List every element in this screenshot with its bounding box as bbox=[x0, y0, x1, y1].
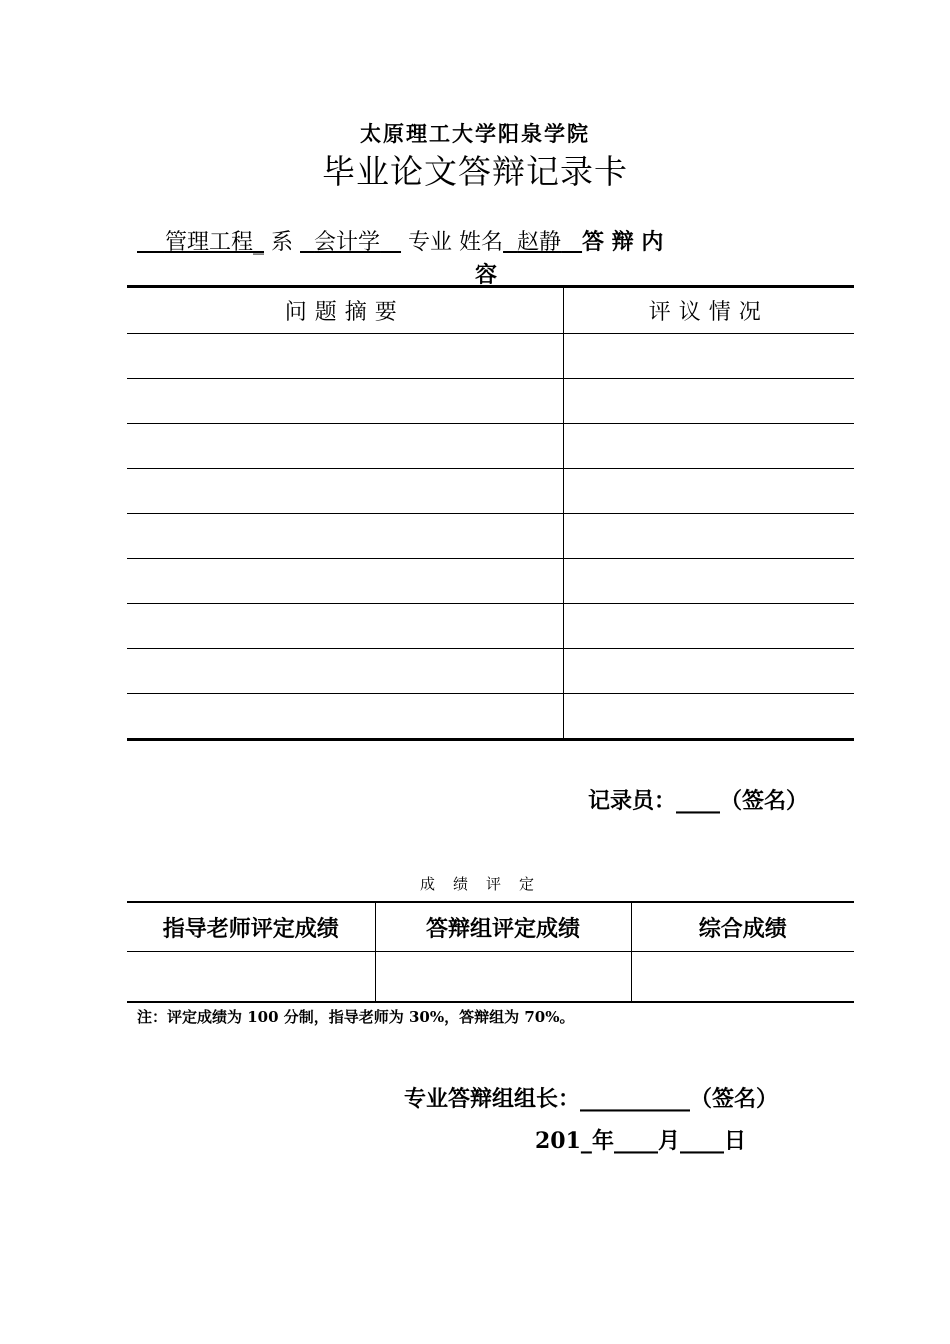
qa-cell[interactable] bbox=[563, 469, 854, 514]
recorder-label: 记录员： bbox=[588, 788, 677, 814]
qa-cell[interactable] bbox=[563, 559, 854, 604]
major-pre-blank bbox=[300, 230, 314, 255]
qa-cell[interactable] bbox=[127, 514, 563, 559]
overall-grade-header: 综合成绩 bbox=[631, 902, 854, 952]
qa-header-summary: 问题摘要 bbox=[127, 287, 563, 334]
name-post-blank bbox=[561, 230, 582, 255]
qa-row bbox=[127, 334, 854, 379]
year-label: 年 bbox=[591, 1128, 614, 1154]
department-value: 管理工程 bbox=[164, 230, 253, 255]
grade-table bbox=[127, 901, 854, 1003]
leader-label: 专业答辩组组长： bbox=[404, 1086, 581, 1112]
leader-signature-line bbox=[404, 1082, 778, 1113]
grade-section-title: 成绩评定 bbox=[419, 875, 552, 893]
qa-row bbox=[127, 514, 854, 559]
defense-content-label-wrap: 容 bbox=[474, 262, 497, 288]
month-label: 月 bbox=[657, 1128, 680, 1154]
school-name: 太原理工大学阳泉学院 bbox=[360, 121, 590, 146]
name-label: 姓名 bbox=[459, 230, 504, 255]
student-info-line bbox=[137, 228, 842, 257]
major-suffix: 专业 bbox=[408, 230, 453, 255]
qa-row bbox=[127, 424, 854, 469]
advisor-grade-cell[interactable] bbox=[127, 952, 375, 1003]
qa-row bbox=[127, 604, 854, 649]
qa-cell[interactable] bbox=[127, 604, 563, 649]
name-pre-blank bbox=[503, 230, 517, 255]
department-suffix: 系 bbox=[271, 230, 294, 255]
recorder-sign-note: （签名） bbox=[720, 788, 809, 814]
grade-header-row bbox=[127, 902, 854, 952]
qa-cell[interactable] bbox=[563, 424, 854, 469]
qa-cell[interactable] bbox=[563, 514, 854, 559]
qa-row bbox=[127, 559, 854, 604]
major-value: 会计学 bbox=[314, 230, 381, 255]
qa-cell[interactable] bbox=[127, 694, 563, 740]
qa-cell[interactable] bbox=[563, 694, 854, 740]
qa-cell[interactable] bbox=[563, 604, 854, 649]
name-value: 赵静 bbox=[517, 230, 562, 255]
month-blank[interactable]: ____ bbox=[613, 1128, 658, 1154]
qa-cell[interactable] bbox=[127, 424, 563, 469]
major-post-blank bbox=[380, 230, 401, 255]
qa-cell[interactable] bbox=[127, 469, 563, 514]
document-title: 毕业论文答辩记录卡 bbox=[322, 152, 628, 191]
qa-cell[interactable] bbox=[563, 649, 854, 694]
qa-cell[interactable] bbox=[127, 649, 563, 694]
qa-cell[interactable] bbox=[563, 379, 854, 424]
day-blank[interactable]: ____ bbox=[679, 1128, 724, 1154]
grade-value-row bbox=[127, 952, 854, 1003]
panel-grade-header: 答辩组评定成绩 bbox=[375, 902, 631, 952]
qa-row bbox=[127, 469, 854, 514]
qa-cell[interactable] bbox=[127, 559, 563, 604]
info-leading-blank bbox=[137, 230, 165, 255]
qa-header-row bbox=[127, 287, 854, 334]
qa-cell[interactable] bbox=[563, 334, 854, 379]
overall-grade-cell[interactable] bbox=[631, 952, 854, 1003]
qa-cell[interactable] bbox=[127, 334, 563, 379]
recorder-blank[interactable]: ____ bbox=[676, 788, 721, 814]
grading-note: 注：评定成绩为 100 分制，指导老师为 30%，答辩组为 70%。 bbox=[137, 1008, 575, 1026]
year-prefix[interactable]: 201_ bbox=[535, 1128, 592, 1154]
department-tail: _ bbox=[253, 230, 264, 255]
leader-sign-note: （签名） bbox=[690, 1086, 779, 1112]
qa-header-review: 评议情况 bbox=[563, 287, 854, 334]
panel-grade-cell[interactable] bbox=[375, 952, 631, 1003]
date-line bbox=[535, 1124, 746, 1155]
qa-cell[interactable] bbox=[127, 379, 563, 424]
qa-row bbox=[127, 649, 854, 694]
leader-blank[interactable]: __________ bbox=[580, 1086, 691, 1112]
advisor-grade-header: 指导老师评定成绩 bbox=[127, 902, 375, 952]
defense-content-label: 答 辩 内 bbox=[582, 229, 664, 255]
day-label: 日 bbox=[723, 1128, 746, 1154]
recorder-signature-line bbox=[588, 784, 808, 815]
qa-row bbox=[127, 694, 854, 740]
qa-table bbox=[127, 285, 854, 741]
qa-row bbox=[127, 379, 854, 424]
